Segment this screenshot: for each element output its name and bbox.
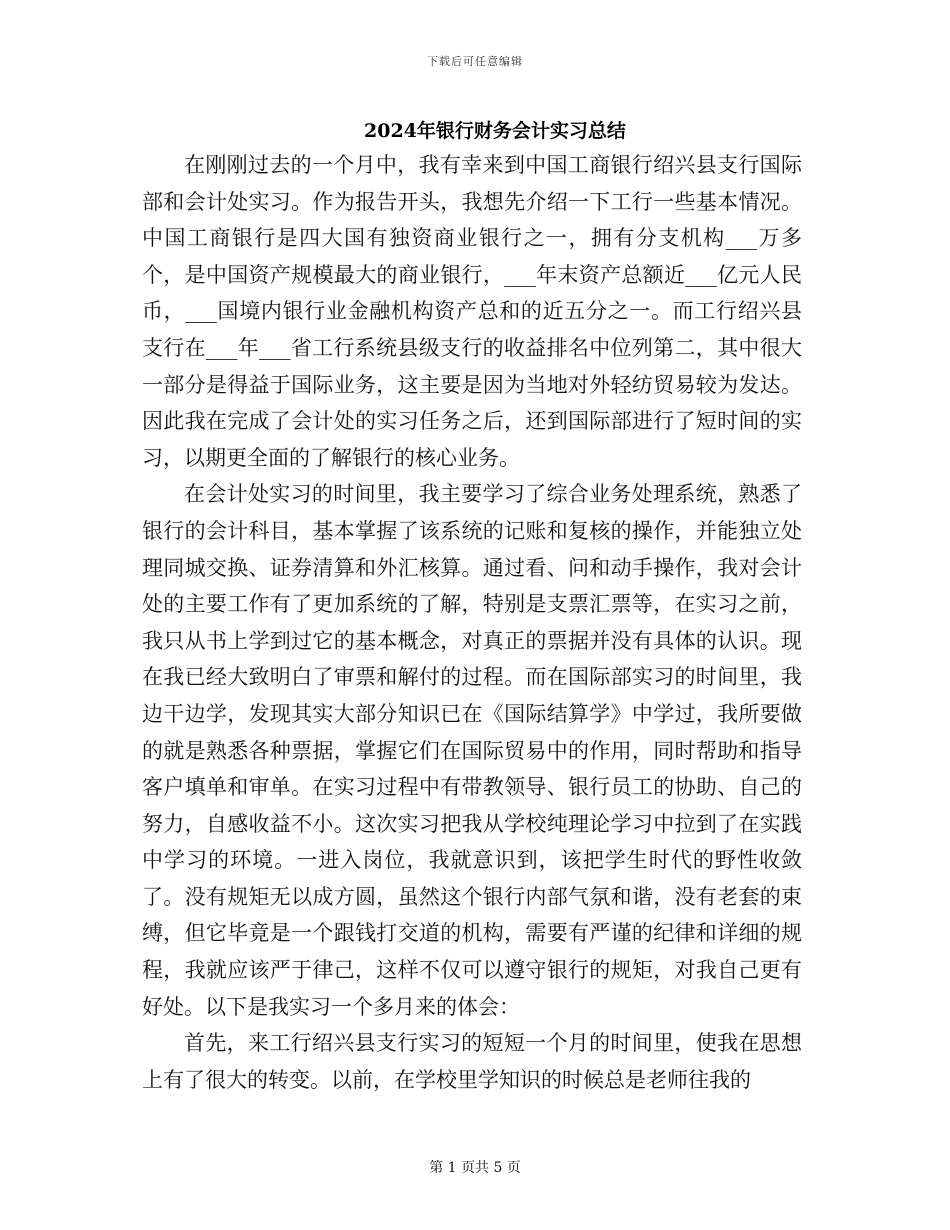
paragraph-first-reflection: 首先，来工行绍兴县支行实习的短短一个月的时间里，使我在思想上有了很大的转变。以前，在学校里学知识的时候总是老师往我的 — [142, 1031, 802, 1092]
paragraph-accounting-internship: 在会计处实习的时间里，我主要学习了综合业务处理系统，熟悉了银行的会计科目，基本掌握了该系统的记账和复核的操作，并能独立处理同城交换、证券清算和外汇核算。通过看、问和动手操作，我对会计处的主要工作有了更加系统的了解，特别是支票汇票等，在实习之前，我只从书上学到过它的基本概念，对真正的票据并没有具体的认识。现在我已经大致明白了审票和解付的过程。而在国际部实习的时间里，我边干边学，发现其实大部分知识已在《国际结算学》中学过，我所要做的就是熟悉各种票据，掌握它们在国际贸易中的作用，同时帮助和指导客户填单和审单。在实习过程中有带教领导、银行员工的协助、自己的努力，自感收益不小。这次实习把我从学校纯理论学习中拉到了在实践中学习的环境。一进入岗位，我就意识到，该把学生时代的野性收敛了。没有规矩无以成方圆，虽然这个银行内部气氛和谐，没有老套的束缚，但它毕竟是一个跟钱打交道的机构，需要有严谨的纪律和详细的规程，我就应该严于律己，这样不仅可以遵守银行的规矩，对我自己更有好处。以下是我实习一个多月来的体会： — [142, 482, 802, 1019]
document-title: 2024年银行财务会计实习总结 — [364, 120, 626, 142]
paragraph-intro: 在刚刚过去的一个月中，我有幸来到中国工商银行绍兴县支行国际部和会计处实习。作为报告开头，我想先介绍一下工行一些基本情况。中国工商银行是四大国有独资商业银行之一，拥有分支机构___万多个，是中国资产规模最大的商业银行，___年末资产总额近___亿元人民币，___国境内银行业金融机构资产总和的近五分之一。而工行绍兴县支行在___年___省工行系统县级支行的收益排名中位列第二，其中很大一部分是得益于国际业务，这主要是因为当地对外轻纺贸易较为发达。因此我在完成了会计处的实习任务之后，还到国际部进行了短时间的实习，以期更全面的了解银行的核心业务。 — [142, 153, 802, 470]
document-body — [142, 147, 802, 1098]
page-number-footer: 第 1 页共 5 页 — [429, 1160, 521, 1176]
header-note: 下载后可任意编辑 — [427, 55, 523, 68]
